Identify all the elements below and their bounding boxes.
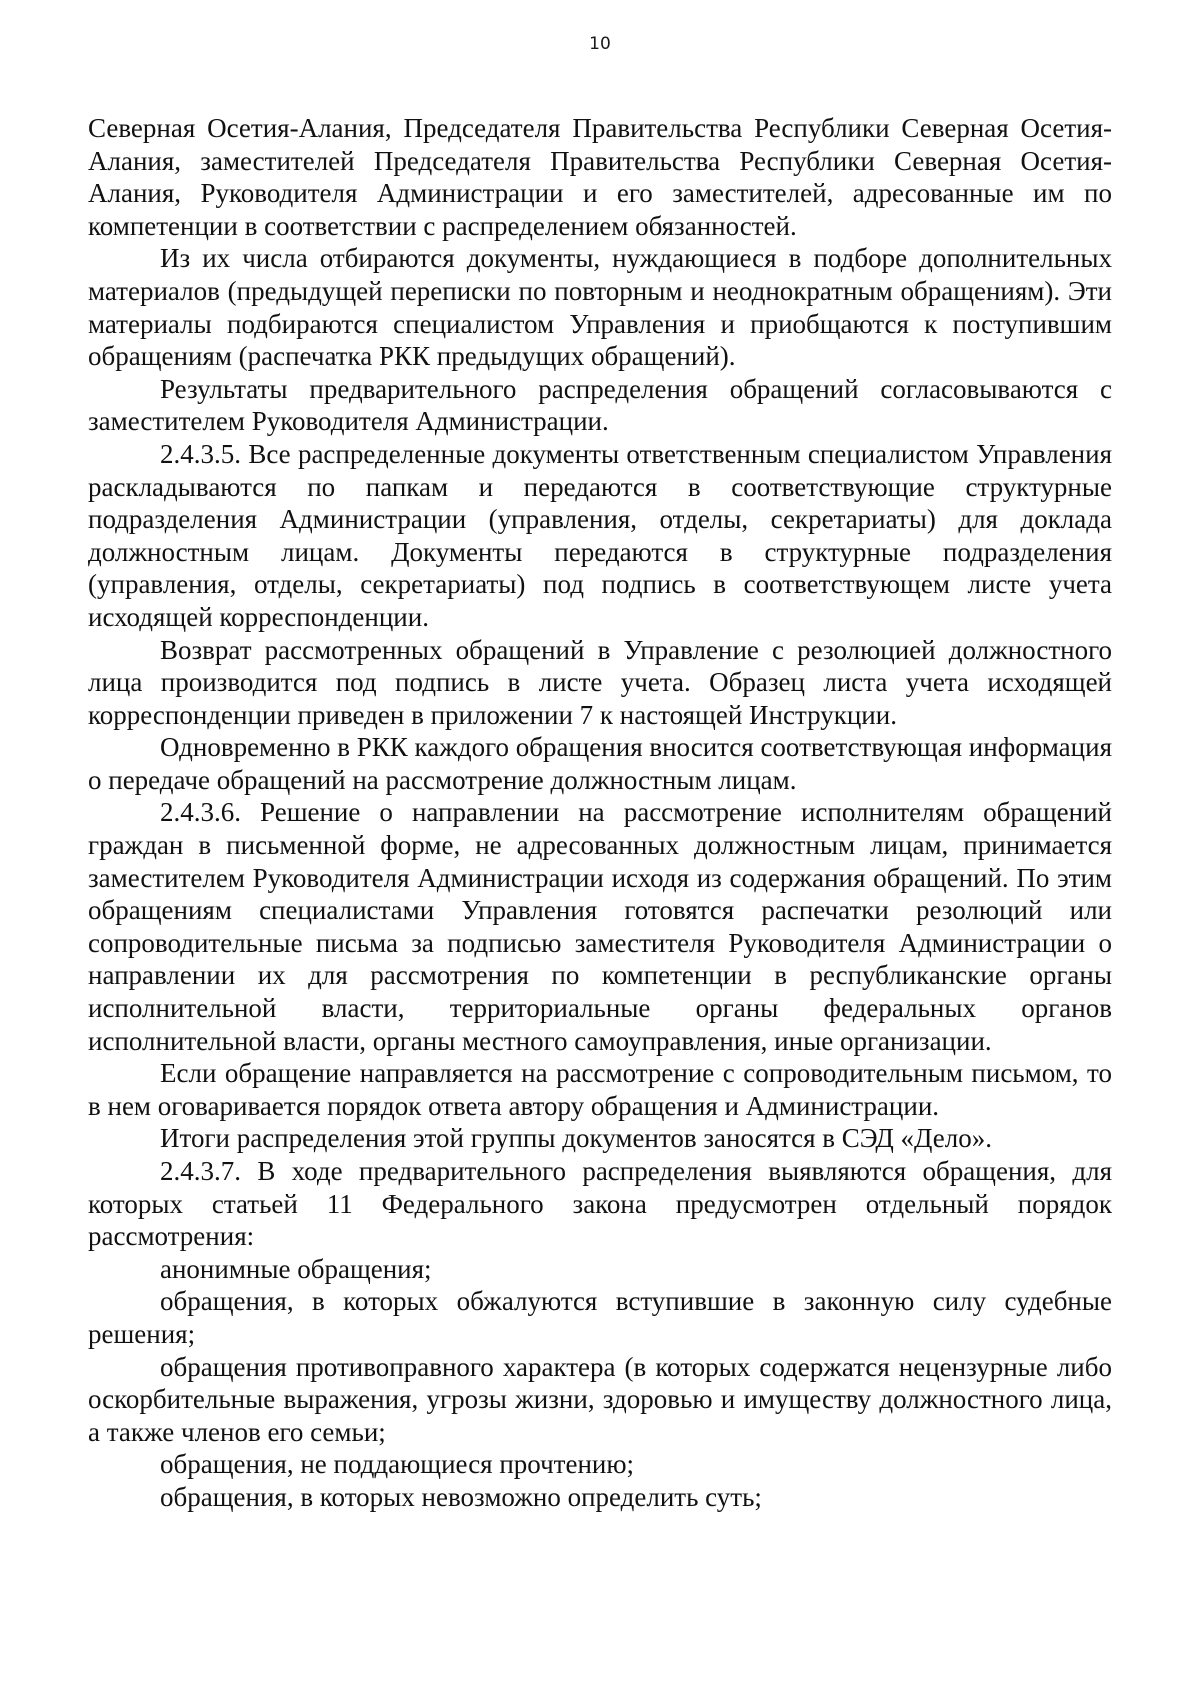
- paragraph: Одновременно в РКК каждого обращения вносится соответствующая информация о передаче обращений на рассмотрение должностным лицам.: [88, 732, 1112, 795]
- paragraph: Если обращение направляется на рассмотрение с сопроводительным письмом, то в нем оговаривается порядок ответа автору обращения и Администрации.: [88, 1058, 1112, 1121]
- paragraph: 2.4.3.5. Все распределенные документы ответственным специалистом Управления раскладываются по папкам и передаются в соответствующие структурные подразделения Администрации (управления, отделы, секретариаты) для доклада должностным лицам. Документы передаются в структурные подразделения (управления, отделы, секретариаты) под подпись в соответствующем листе учета исходящей корреспонденции.: [88, 438, 1112, 632]
- paragraph: 2.4.3.7. В ходе предварительного распределения выявляются обращения, для которых статьей 11 Федерального закона предусмотрен отдельный порядок рассмотрения:: [88, 1156, 1112, 1252]
- list-item: анонимные обращения;: [160, 1253, 432, 1284]
- page-number: 10: [589, 34, 611, 54]
- list-item: обращения, не поддающиеся прочтению;: [160, 1449, 635, 1480]
- list-item: обращения, в которых обжалуются вступившие в законную силу судебные решения;: [88, 1286, 1112, 1349]
- list-item: обращения, в которых невозможно определить суть;: [160, 1481, 762, 1512]
- paragraph: Северная Осетия-Алания, Председателя Правительства Республики Северная Осетия-Алания, заместителей Председателя Правительства Республики Северная Осетия-Алания, Руководителя Администрации и его заместителей, адресованные им по компетенции в соответствии с распределением обязанностей.: [88, 113, 1112, 241]
- paragraph: Итоги распределения этой группы документов заносятся в СЭД «Дело».: [160, 1123, 992, 1154]
- document-body: [88, 112, 1112, 1514]
- paragraph: Результаты предварительного распределения обращений согласовываются с заместителем Руководителя Администрации.: [88, 373, 1112, 437]
- paragraph: 2.4.3.6. Решение о направлении на рассмотрение исполнителям обращений граждан в письменной форме, не адресованных должностным лицам, принимается заместителем Руководителя Администрации исходя из содержания обращений. По этим обращениям специалистами Управления готовятся распечатки резолюций или сопроводительные письма за подписью заместителя Руководителя Администрации о направлении их для рассмотрения по компетенции в республиканские органы исполнительной власти, территориальные органы федеральных органов исполнительной власти, органы местного самоуправления, иные организации.: [88, 797, 1112, 1056]
- paragraph: Возврат рассмотренных обращений в Управление с резолюцией должностного лица производится под подпись в листе учета. Образец листа учета исходящей корреспонденции приведен в приложении 7 к настоящей Инструкции.: [88, 634, 1112, 730]
- list-item: обращения противоправного характера (в которых содержатся нецензурные либо оскорбительные выражения, угрозы жизни, здоровью и имуществу должностного лица, а также членов его семьи;: [88, 1351, 1112, 1447]
- paragraph: Из их числа отбираются документы, нуждающиеся в подборе дополнительных материалов (предыдущей переписки по повторным и неоднократным обращениям). Эти материалы подбираются специалистом Управления и приобщаются к поступившим обращениям (распечатка РКК предыдущих обращений).: [88, 243, 1112, 372]
